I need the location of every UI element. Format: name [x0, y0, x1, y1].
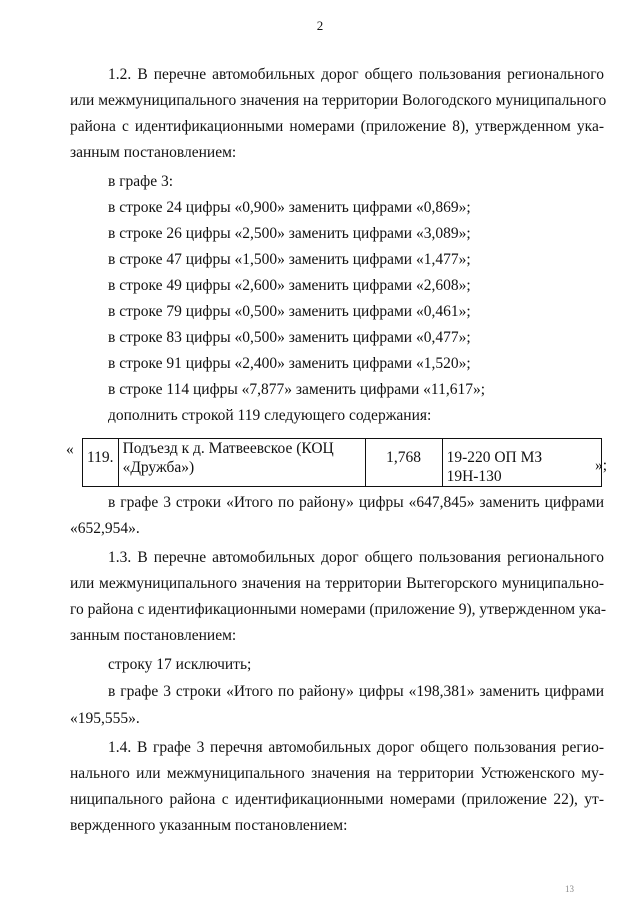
table-row	[83, 439, 602, 487]
replace-line: в строке 83 цифры «0,500» заменить цифрами «0,477»;	[108, 329, 471, 346]
sec14-line-3: ниципального района с идентификационными номерами (приложение 22), ут-	[70, 791, 604, 808]
sec13-line-4: занным постановлением:	[70, 627, 237, 644]
sec13-line-2: или межмуниципального значения на территории Вытегорского муниципально-	[70, 575, 604, 592]
row-number-cell: 119.	[83, 439, 119, 487]
road-name-line-1: Подъезд к д. Матвеевское (КОЦ	[122, 440, 334, 457]
table-quote-close: »;	[595, 457, 608, 474]
sec14-line-2: нального или межмуниципального значения на территории Устюженского му-	[70, 765, 604, 782]
sec13-line-3: го района с идентификационными номерами (приложение 9), утвержденном ука-	[70, 601, 607, 618]
sec12-line-3: района с идентификационными номерами (приложение 8), утвержденном ука-	[70, 118, 604, 135]
replace-line: в строке 26 цифры «2,500» заменить цифрами «3,089»;	[108, 225, 471, 242]
replace-line: в строке 91 цифры «2,400» заменить цифрами «1,520»;	[108, 355, 471, 372]
sec13-total-line-1: в графе 3 строки «Итого по району» цифры «198,381» заменить цифрами	[108, 683, 604, 700]
sec12-line-1: 1.2. В перечне автомобильных дорог общего пользования регионального	[108, 66, 604, 83]
sec13-exclude-line: строку 17 исключить;	[108, 656, 252, 673]
length-cell: 1,768	[365, 439, 442, 487]
replace-line: в строке 47 цифры «1,500» заменить цифрами «1,477»;	[108, 251, 471, 268]
sec12-column-label: в графе 3:	[108, 173, 174, 190]
footer-mark: 13	[565, 884, 574, 894]
replace-line: в строке 24 цифры «0,900» заменить цифрами «0,869»;	[108, 199, 471, 216]
sec12-line-4: занным постановлением:	[70, 144, 237, 161]
sec12-total-line-1: в графе 3 строки «Итого по району» цифры «647,845» заменить цифрами	[108, 494, 604, 511]
sec13-total-line-2: «195,555».	[70, 710, 140, 727]
sec14-line-4: вержденного указанным постановлением:	[70, 817, 348, 834]
sec14-line-1: 1.4. В графе 3 перечня автомобильных дорог общего пользования регио-	[108, 739, 604, 756]
inserted-row-table	[82, 438, 602, 487]
id-number-cell: 19-220 ОП МЗ 19Н-130	[442, 439, 601, 487]
sec12-total-line-2: «652,954».	[70, 520, 140, 537]
road-name-line-2: «Дружба»)	[122, 459, 195, 476]
add-row-line: дополнить строкой 119 следующего содержания:	[108, 407, 432, 424]
replace-line: в строке 49 цифры «2,600» заменить цифрами «2,608»;	[108, 277, 471, 294]
sec13-line-1: 1.3. В перечне автомобильных дорог общего пользования регионального	[108, 549, 604, 566]
page-number: 2	[316, 18, 324, 33]
road-name-cell	[118, 439, 365, 487]
replace-line: в строке 79 цифры «0,500» заменить цифрами «0,461»;	[108, 303, 471, 320]
sec12-line-2: или межмуниципального значения на территории Вологодского муниципального	[70, 92, 607, 109]
table-quote-open: «	[66, 441, 74, 458]
replace-line: в строке 114 цифры «7,877» заменить цифрами «11,617»;	[108, 381, 486, 398]
